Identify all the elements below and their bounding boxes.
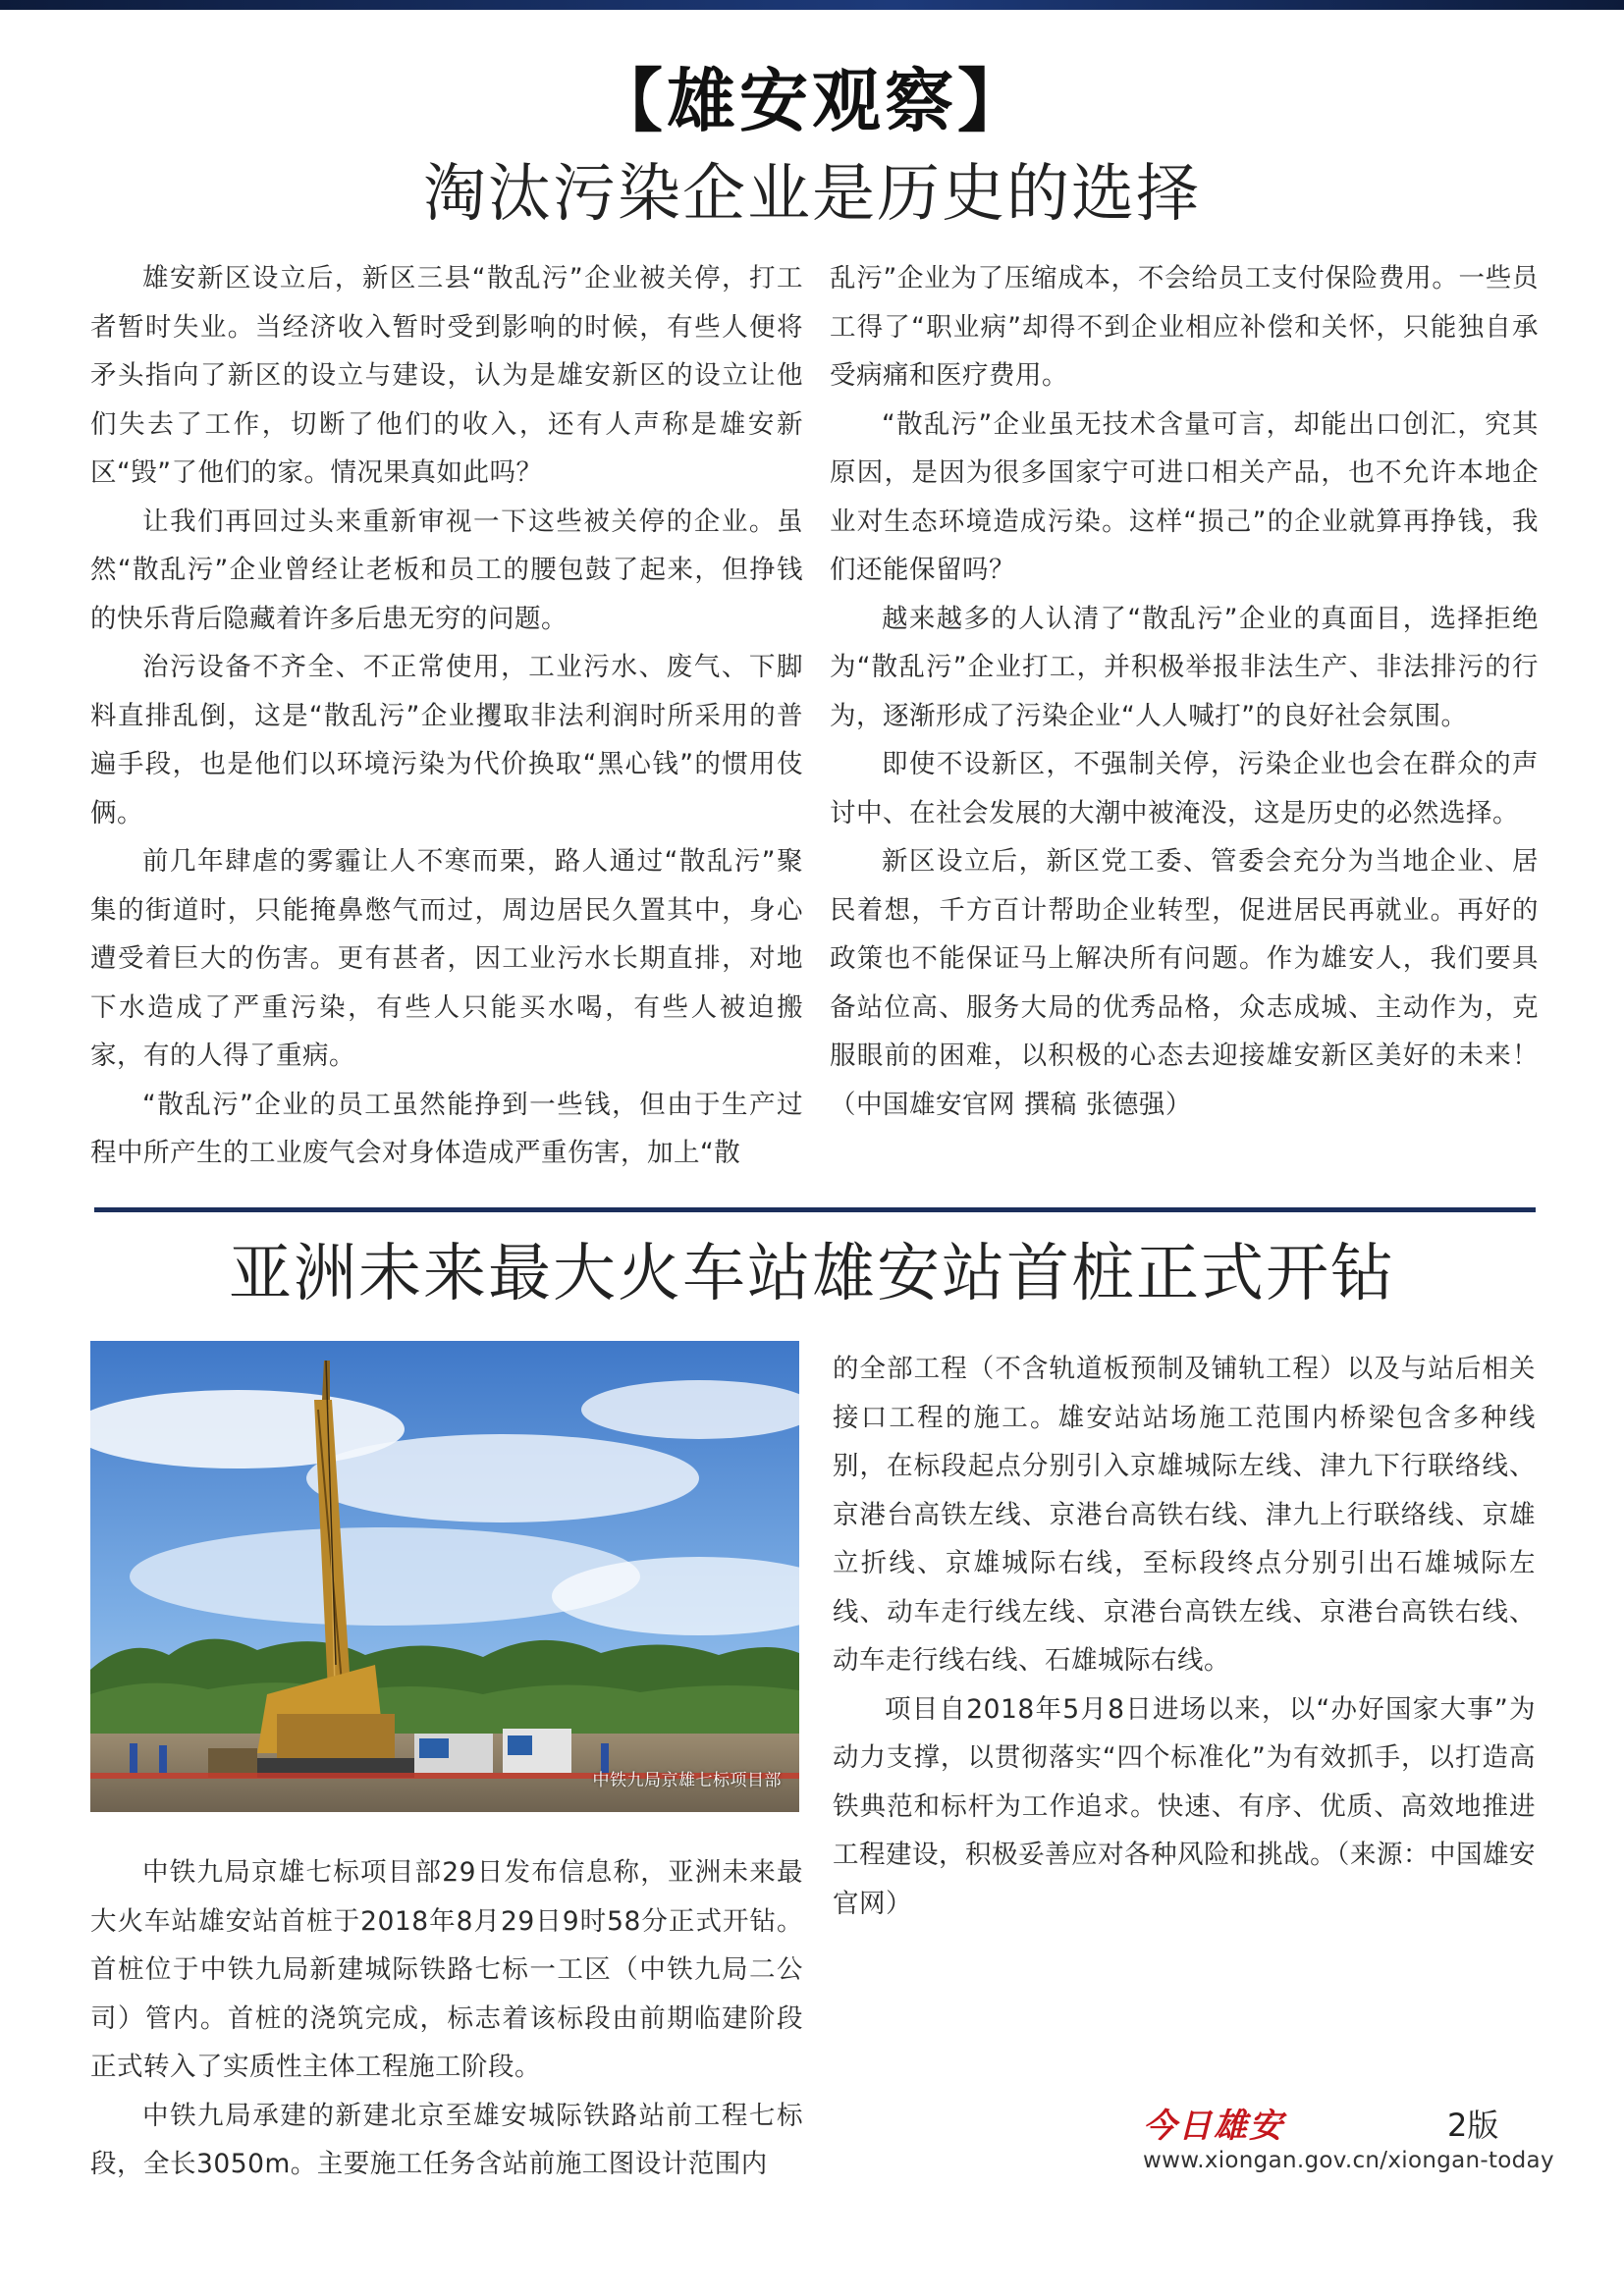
article2-paragraph-continuation: 的全部工程（不含轨道板预制及铺轨工程）以及与站后相关接口工程的施工。雄安站站场施工范围内桥梁包含多种线别，在标段起点分别引入京雄城际左线、津九下行联络线、京港台高铁左线、京港台高铁右线、津九上行联络线、京雄立折线、京雄城际右线，至标段终点分别引出石雄城际左线、动车走行线左线、京港台高铁左线、京港台高铁右线、动车走行线右线、石雄城际右线。: [833, 1354, 1536, 1676]
footer-url: www.xiongan.gov.cn/xiongan-today: [1143, 2148, 1554, 2173]
article2-right-column: [833, 1345, 1536, 1928]
article1-paragraph: “散乱污”企业虽无技术含量可言，却能出口创汇，究其原因，是因为很多国家宁可进口相关产品，也不允许本地企业对生态环境造成污染。这样“损己”的企业就算再挣钱，我们还能保留吗？: [830, 408, 1539, 585]
article1-paragraph-continuation: 乱污”企业为了压缩成本，不会给员工支付保险费用。一些员工得了“职业病”却得不到企业相应补偿和关怀，只能独自承受病痛和医疗费用。: [830, 263, 1539, 391]
article1-title: 淘汰污染企业是历史的选择: [423, 158, 1201, 231]
rotary-drilling-rig-image: [90, 1341, 799, 1812]
newspaper-brand-logo: 今日雄安: [1143, 2107, 1284, 2146]
article2-left-column: [90, 1848, 803, 2189]
section-divider: [94, 1207, 1536, 1212]
section-label: 【雄安观察】: [594, 61, 1030, 141]
article2-paragraph: 中铁九局承建的新建北京至雄安城际铁路站前工程七标段，全长3050m。主要施工任务含站前施工图设计范围内: [90, 2100, 803, 2179]
photo-watermark: 中铁九局京雄七标项目部: [592, 1771, 782, 1790]
top-color-bar: [0, 0, 1624, 10]
article1-paragraph: 让我们再回过头来重新审视一下这些被关停的企业。虽然“散乱污”企业曾经让老板和员工的腰包鼓了起来，但挣钱的快乐背后隐藏着许多后患无穷的问题。: [90, 506, 803, 634]
article1-left-column: [90, 254, 803, 1178]
article1-right-column: [830, 254, 1539, 1129]
article2-paragraph: 项目自2018年5月8日进场以来，以“办好国家大事”为动力支撑，以贯彻落实“四个标准化”为有效抓手，以打造高铁典范和标杆为工作追求。快速、有序、优质、高效地推进工程建设，积极妥善应对各种风险和挑战。（来源：中国雄安官网）: [833, 1693, 1536, 1919]
article1-paragraph: 治污设备不齐全、不正常使用，工业污水、废气、下脚料直排乱倒，这是“散乱污”企业攫取非法利润时所采用的普遍手段，也是他们以环境污染为代价换取“黑心钱”的惯用伎俩。: [90, 652, 803, 828]
article1-paragraph: 新区设立后，新区党工委、管委会充分为当地企业、居民着想，千方百计帮助企业转型，促进居民再就业。再好的政策也不能保证马上解决所有问题。作为雄安人，我们要具备站位高、服务大局的优秀品格，众志成城、主动作为，克服眼前的困难，以积极的心态去迎接雄安新区美好的未来！（中国雄安官网 撰稿 张德强）: [830, 846, 1539, 1120]
article2-paragraph: 中铁九局京雄七标项目部29日发布信息称，亚洲未来最大火车站雄安站首桩于2018年8月29日9时58分正式开钻。首桩位于中铁九局新建城际铁路七标一工区（中铁九局二公司）管内。首桩的浇筑完成，标志着该标段由前期临建阶段正式转入了实质性主体工程施工阶段。: [90, 1857, 803, 2082]
article1-paragraph: 越来越多的人认清了“散乱污”企业的真面目，选择拒绝为“散乱污”企业打工，并积极举报非法生产、非法排污的行为，逐渐形成了污染企业“人人喊打”的良好社会氛围。: [830, 603, 1539, 731]
article1-paragraph: 雄安新区设立后，新区三县“散乱污”企业被关停，打工者暂时失业。当经济收入暂时受到影响的时候，有些人便将矛头指向了新区的设立与建设，认为是雄安新区的设立让他们失去了工作，切断了他们的收入，还有人声称是雄安新区“毁”了他们的家。情况果真如此吗？: [90, 263, 803, 488]
page-number: 2版: [1447, 2107, 1499, 2144]
article2-title: 亚洲未来最大火车站雄安站首桩正式开钻: [229, 1238, 1395, 1310]
article1-paragraph: 即使不设新区，不强制关停，污染企业也会在群众的声讨中、在社会发展的大潮中被淹没，这是历史的必然选择。: [830, 749, 1539, 828]
article1-paragraph: 前几年肆虐的雾霾让人不寒而栗，路人通过“散乱污”聚集的街道时，只能掩鼻憋气而过，周边居民久置其中，身心遭受着巨大的伤害。更有甚者，因工业污水长期直排，对地下水造成了严重污染，有些人只能买水喝，有些人被迫搬家，有的人得了重病。: [90, 846, 803, 1071]
construction-site-photo: [90, 1341, 799, 1812]
article1-paragraph: “散乱污”企业的员工虽然能挣到一些钱，但由于生产过程中所产生的工业废气会对身体造成严重伤害，加上“散: [90, 1089, 803, 1168]
